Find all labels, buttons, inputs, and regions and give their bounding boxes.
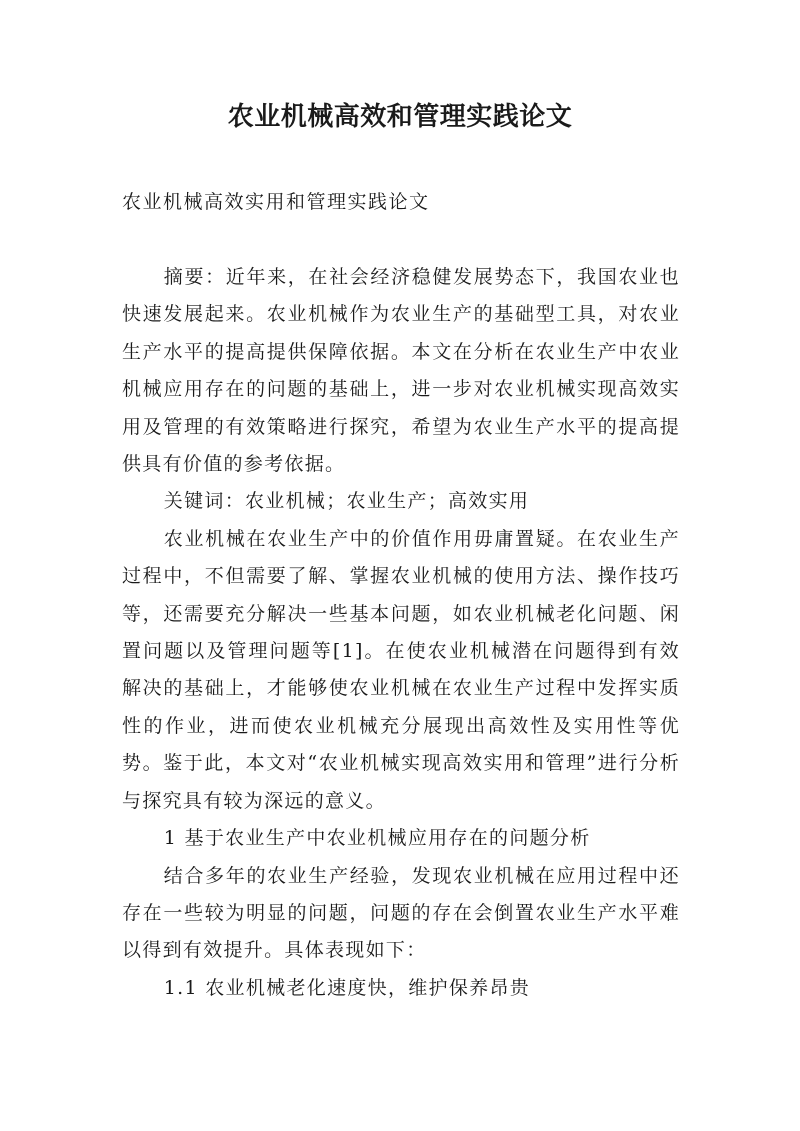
intro-paragraph: 农业机械在农业生产中的价值作用毋庸置疑。在农业生产过程中，不但需要了解、掌握农业机械的使用方法、操作技巧等，还需要充分解决一些基本问题，如农业机械老化问题、闲置问题以及管理问题等[1]。在使农业机械潜在问题得到有效解决的基础上，才能够使农业机械在农业生产过程中发挥实质性的作业，进而使农业机械充分展现出高效性及实用性等优势。鉴于此，本文对“农业机械实现高效实用和管理”进行分析与探究具有较为深远的意义。	[122, 527, 680, 812]
document-subtitle: 农业机械高效实用和管理实践论文	[122, 191, 430, 213]
document-body	[122, 259, 680, 1007]
document-title: 农业机械高效和管理实践论文	[227, 102, 573, 132]
section-heading-1: 1 基于农业生产中农业机械应用存在的问题分析	[163, 827, 591, 850]
keywords-paragraph: 关键词：农业机械；农业生产；高效实用	[163, 490, 530, 513]
subsection-heading-1-1: 1.1 农业机械老化速度快，维护保养昂贵	[163, 976, 531, 999]
abstract-paragraph: 摘要：近年来，在社会经济稳健发展势态下，我国农业也快速发展起来。农业机械作为农业生产的基础型工具，对农业生产水平的提高提供保障依据。本文在分析在农业生产中农业机械应用存在的问题的基础上，进一步对农业机械实现高效实用及管理的有效策略进行探究，希望为农业生产水平的提高提供具有价值的参考依据。	[122, 266, 680, 476]
section-paragraph-1: 结合多年的农业生产经验，发现农业机械在应用过程中还存在一些较为明显的问题，问题的存在会倒置农业生产水平难以得到有效提升。具体表现如下：	[122, 864, 680, 962]
